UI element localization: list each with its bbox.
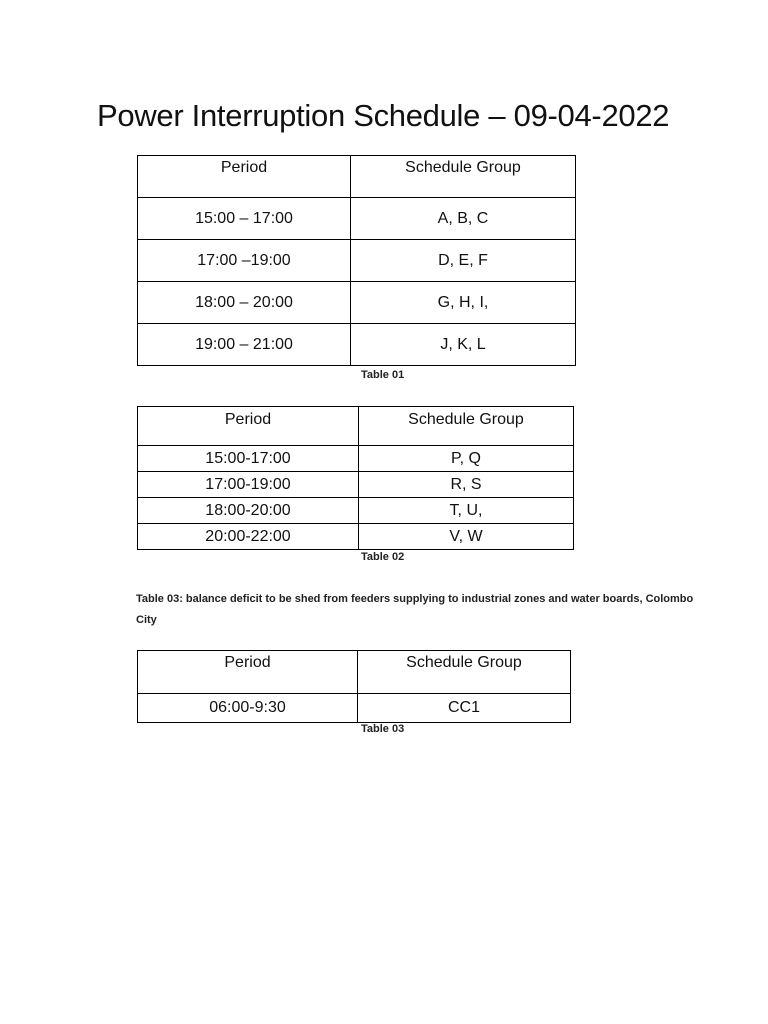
cell-group: CC1	[358, 694, 571, 723]
cell-group: J, K, L	[351, 324, 576, 366]
cell-group: D, E, F	[351, 240, 576, 282]
schedule-table-02	[137, 406, 574, 550]
table-header-row	[138, 156, 576, 198]
cell-group: G, H, I,	[351, 282, 576, 324]
schedule-table-01	[137, 155, 576, 366]
table-03-note: Table 03: balance deficit to be shed from feeders supplying to industrial zones and water boards, Colombo City	[136, 593, 694, 626]
cell-period: 17:00 –19:00	[138, 240, 351, 282]
cell-group: R, S	[359, 472, 574, 498]
header-period: Period	[138, 651, 358, 694]
header-period: Period	[138, 156, 351, 198]
table-row	[138, 694, 571, 723]
table-row	[138, 472, 574, 498]
schedule-table-03	[137, 650, 571, 723]
cell-period: 15:00 – 17:00	[138, 198, 351, 240]
cell-group: P, Q	[359, 446, 574, 472]
table-row	[138, 240, 576, 282]
cell-period: 18:00-20:00	[138, 498, 359, 524]
header-schedule-group: Schedule Group	[359, 407, 574, 446]
cell-period: 18:00 – 20:00	[138, 282, 351, 324]
cell-group: T, U,	[359, 498, 574, 524]
cell-period: 17:00-19:00	[138, 472, 359, 498]
table-caption-02: Table 02	[361, 551, 405, 563]
cell-period: 06:00-9:30	[138, 694, 358, 723]
document-title: Power Interruption Schedule – 09-04-2022	[97, 98, 670, 133]
header-schedule-group: Schedule Group	[358, 651, 571, 694]
cell-period: 20:00-22:00	[138, 524, 359, 550]
table-caption-03: Table 03	[361, 723, 405, 735]
table-row	[138, 498, 574, 524]
table-row	[138, 446, 574, 472]
table-row	[138, 282, 576, 324]
header-period: Period	[138, 407, 359, 446]
table-row	[138, 198, 576, 240]
table-row	[138, 324, 576, 366]
cell-group: A, B, C	[351, 198, 576, 240]
header-schedule-group: Schedule Group	[351, 156, 576, 198]
cell-group: V, W	[359, 524, 574, 550]
table-row	[138, 524, 574, 550]
cell-period: 15:00-17:00	[138, 446, 359, 472]
table-header-row	[138, 407, 574, 446]
table-header-row	[138, 651, 571, 694]
cell-period: 19:00 – 21:00	[138, 324, 351, 366]
table-caption-01: Table 01	[361, 369, 405, 381]
